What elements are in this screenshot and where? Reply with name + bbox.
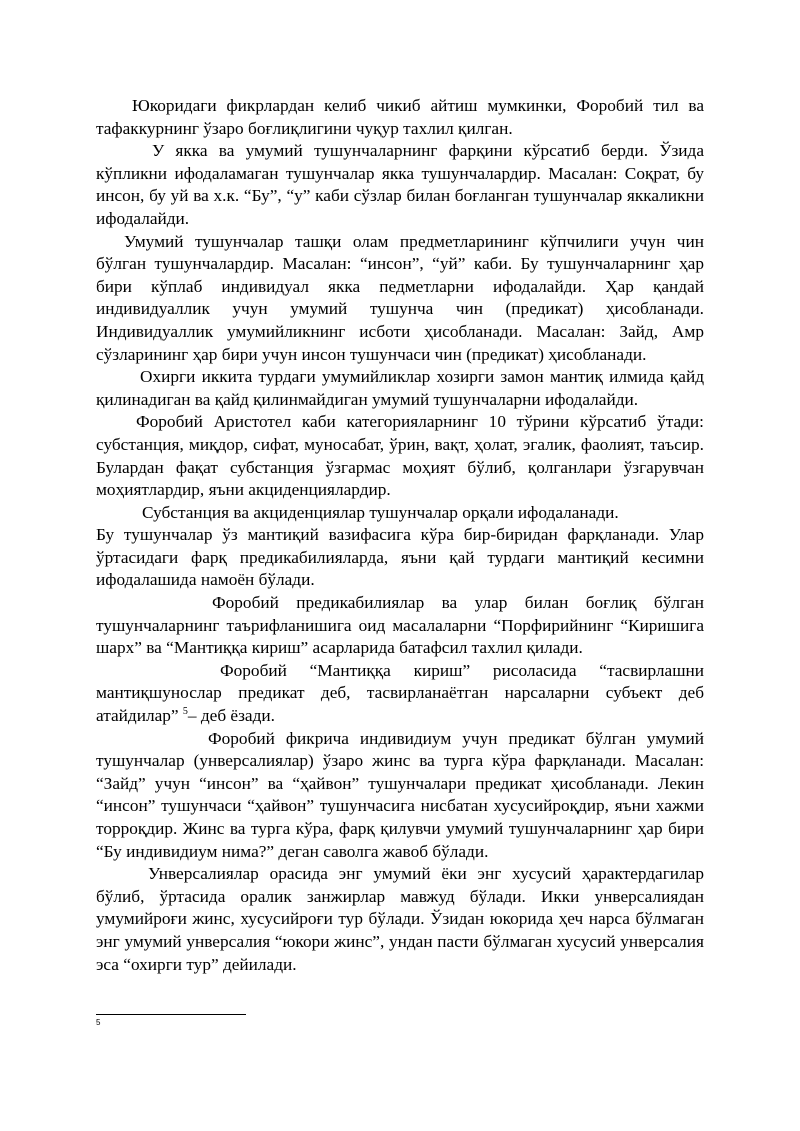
footnote-separator — [96, 1014, 246, 1015]
paragraph: Унверсалиялар орасида энг умумий ёки энг хусусий ҳарактердагилар бўлиб, ўртасида оралик занжирлар мавжуд бўлади. Икки унверсалиядан умумийроғи жинс, хусусийроғи тур бўлади. Ўзидан юкорида ҳеч нарса бўлмаган энг умумий унверсалия “юкори жинс”, ундан пасти бўлмаган хусусий унверсалия эса “охирги тур” дейилади. — [96, 864, 704, 974]
footnote-number: 5 — [96, 1018, 101, 1027]
quote-tail: – деб ёзади. — [187, 706, 275, 726]
paragraph: Бу тушунчалар ўз мантиқий вазифасига кўра бир-биридан фарқланади. Улар ўртасидаги фарқ предикабилияларда, яъни қай турдаги мантиқий кесимни ифодалашида намоён бўлади. — [96, 525, 704, 590]
paragraph-text: Форобий “Мантиққа кириш” рисоласида “тасвирлашни мантиқшунослар предикат деб, тасвирланаётган нарсаларни субъект деб атайдилар” — [96, 660, 704, 726]
paragraph: Форобий Аристотел каби категорияларнинг 10 тўрини кўрсатиб ўтади: субстанция, миқдор, сифат, муносабат, ўрин, вақт, ҳолат, эгалик, фаолият, таъсир. Булардан фақат субстанция ўзгармас моҳият бўлиб, қолганлари ўзгарувчан моҳиятлардир, яъни акциденциялардир. — [96, 412, 704, 500]
paragraph: Умумий тушунчалар ташқи олам предметларининг кўпчилиги учун чин бўлган тушунчалардир. Масалан: “инсон”, “уй” каби. Бу тушунчаларнинг ҳар бири кўплаб индивидуал якка педметларни ифодалайди. Ҳар қандай индивидуаллик учун умумий тушунча чин (предикат) ҳисобланади. Индивидуаллик умумийликнинг исботи ҳисобланади. Масалан: Зайд, Амр сўзларининг ҳар бири учун инсон тушунчаси чин (предикат) ҳисобланади. — [96, 231, 704, 364]
paragraph-with-footnote — [96, 660, 704, 728]
paragraph: Форобий фикрича индивидиум учун предикат бўлган умумий тушунчалар (унверсалиялар) ўзаро жинс ва турга кўра фарқланади. Масалан: “Зайд” учун “инсон” ва “ҳайвон” тушунчалари предикат ҳисобланади. Лекин “инсон” тушунчаси “ҳайвон” тушунчасига нисбатан хусусийроқдир, яъни хажми торроқдир. Жинс ва турга кўра, фарқ қилувчи умумий тушунчаларнинг ҳар бири “Бу индивидиум нима?” деган саволга жавоб бўлади. — [96, 728, 704, 861]
paragraph: Форобий предикабилиялар ва улар билан боғлиқ бўлган тушунчаларнинг таърифланишига оид масалаларни “Порфирийнинг “Киришига шарх” ва “Мантиққа кириш” асарларида батафсил тахлил қилади. — [96, 593, 704, 658]
paragraph: Юкоридаги фикрлардан келиб чикиб айтиш мумкинки, Форобий тил ва тафаккурнинг ўзаро боғлиқлигини чуқур тахлил қилган. — [96, 96, 704, 138]
paragraph: Субстанция ва акциденциялар тушунчалар орқали ифодаланади. — [142, 502, 619, 522]
footnote-reference[interactable]: 5 — [182, 706, 188, 718]
paragraph: Охирги иккита турдаги умумийликлар хозирги замон мантиқ илмида қайд қилинадиган ва қайд қилинмайдиган умумий тушунчаларни ифодалайди. — [96, 367, 704, 409]
paragraph: У якка ва умумий тушунчаларнинг фарқини кўрсатиб берди. Ўзида кўпликни ифодаламаган тушунчалар якка тушунчалардир. Масалан: Соқрат, бу инсон, бу уй ва х.к. “Бу”, “у” каби сўзлар билан боғланган тушунчалар яккаликни ифодалайди. — [96, 141, 704, 228]
document-body — [96, 95, 704, 976]
